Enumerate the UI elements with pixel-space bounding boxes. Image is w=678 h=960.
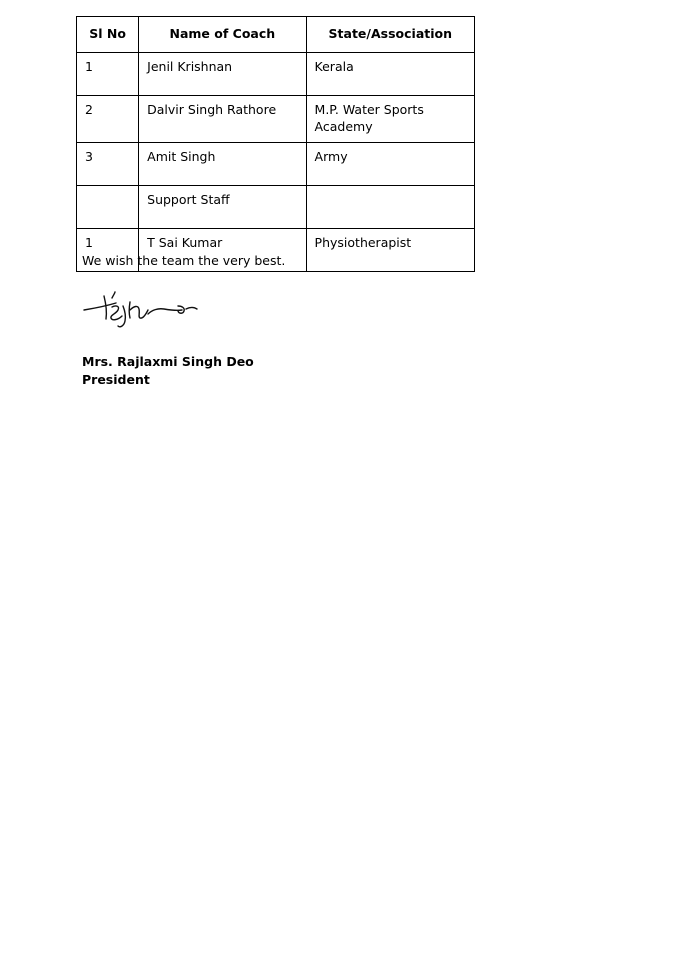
cell-sl-no: 2 [77, 95, 139, 142]
cell-state-association: Kerala [306, 52, 474, 95]
table-row-section-heading [77, 185, 475, 228]
cell-sl-no: 1 [77, 228, 139, 271]
signer-name: Mrs. Rajlaxmi Singh Deo [82, 354, 254, 369]
cell-state-association: M.P. Water Sports Academy [306, 95, 474, 142]
cell-sl-no [77, 185, 139, 228]
cell-coach-name: Jenil Krishnan [139, 52, 306, 95]
coach-list-table [76, 16, 475, 272]
signature-image [82, 288, 200, 332]
table-row [77, 95, 475, 142]
cell-coach-name: Amit Singh [139, 142, 306, 185]
table-body [77, 52, 475, 271]
signer-designation: President [82, 372, 150, 388]
cell-state-association: Army [306, 142, 474, 185]
closing-line: We wish the team the very best. [82, 253, 286, 268]
table-row [77, 52, 475, 95]
column-header-sl-no: Sl No [77, 17, 139, 53]
signer-block [82, 353, 254, 389]
cell-sl-no: 1 [77, 52, 139, 95]
column-header-name-of-coach: Name of Coach [139, 17, 306, 53]
table-row [77, 142, 475, 185]
cell-role: Physiotherapist [306, 228, 474, 271]
cell-support-staff-heading: Support Staff [139, 185, 306, 228]
cell-state-association [306, 185, 474, 228]
table-header-row [77, 17, 475, 53]
cell-staff-name: T Sai Kumar [139, 228, 306, 271]
column-header-state-association: State/Association [306, 17, 474, 53]
cell-sl-no: 3 [77, 142, 139, 185]
table-header [77, 17, 475, 53]
cell-coach-name: Dalvir Singh Rathore [139, 95, 306, 142]
